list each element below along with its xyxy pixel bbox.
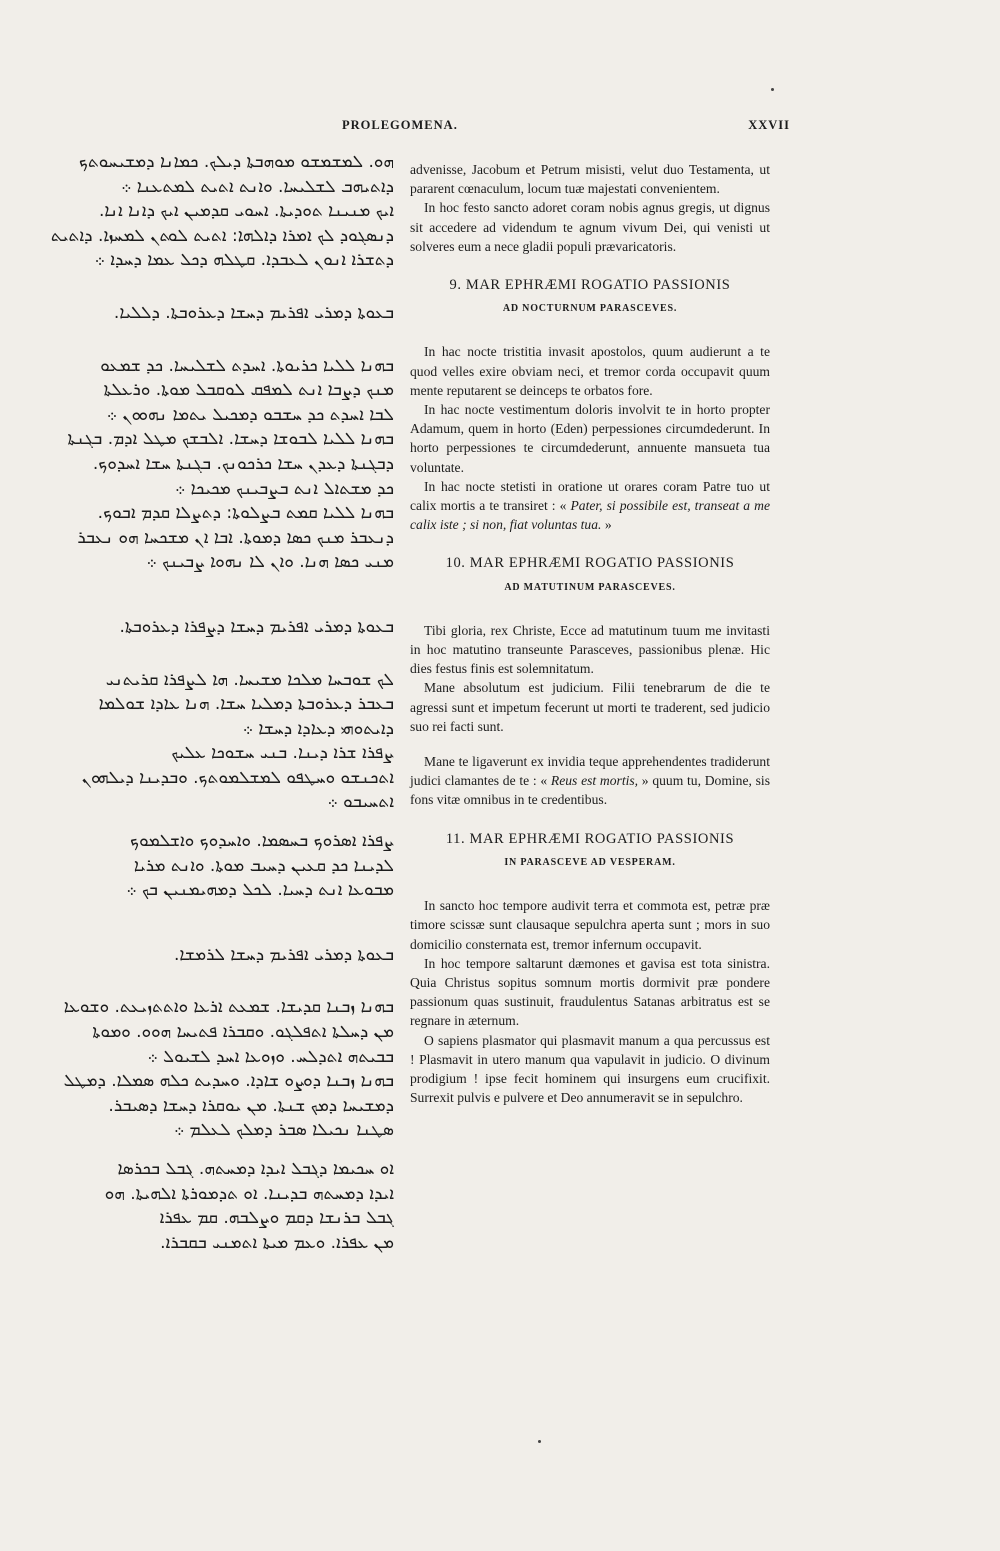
latin-paragraph: In sancto hoc tempore audivit terra et commota est, petræ præ timore scissæ sunt clausaque sepulchra aperta sunt ; mors in suo domicilio consternata est, tremor infernum occupavit.: [410, 898, 770, 952]
syriac-line: ܡܢ ܕܚܠܬܐ ܐܬܦܠܓܘ. ܘܩܒܪܐ ܦܬܝܚܐ ܗܘܘ. ܘܡܘܬܐ: [92, 1022, 394, 1043]
syriac-line: ܣܛܢܐ ܢܟܝܠܐ ܣܒܪ ܕܡܠܟ ܠܥܠܡ ܀: [173, 1120, 394, 1141]
syriac-block-1: [22, 150, 394, 273]
syriac-line: ܐܘ ܚܟܝܡܐ ܕܓܒܠ ܐܝܕܐ ܕܡܚܬܗ. ܓܒܠ ܒܟܪܣܐ: [117, 1159, 394, 1179]
running-title: PROLEGOMENA.: [342, 118, 458, 132]
syriac-line: ܐܝܟ ܡܢܝܢܐ ܬܘܕܝܬܐ. ܐܚܘܝ ܩܕܡܝܢ ܐܝܟ ܕܐܢܐ ܐܢܐ.: [98, 201, 394, 222]
syriac-line: ܕܐܬܝܗܒ ܠܫܠܝܚܐ. ܘܐܢܬ ܐܬܝܬ ܠܡܬܥܢܐ ܀: [121, 176, 394, 197]
latin-paragraph: In hoc festo sancto adoret coram nobis agnus gregis, ut dignus sit accedere ad videndum te agnum vivum Dei, qui venisti ut solveres eum a nece gladii populi prævaricatoris.: [410, 200, 770, 254]
section-title-10: 10. MAR EPHRÆMI ROGATIO PASSIONIS: [445, 555, 735, 572]
syriac-line: ܗܘ. ܠܡܫܡܫܘ ܡܘܗܒܬܐ ܕܝܠܟ. ܟܡܐܢܐ ܕܡܫܝܚܘܬܟ: [78, 152, 394, 172]
syriac-line: ܨܦܪܐ ܫܪܐ ܕܝܢܐ. ܒܢܝ ܚܫܘܟܐ ܥܠܝܟ: [171, 743, 394, 764]
print-speck: [538, 1440, 541, 1443]
syriac-line: ܕܡܫܝܚܐ ܕܡܟ ܫܢܬܐ. ܡܢ ܝܘܩܪܐ ܕܚܫܐ ܕܣܝܒܪ.: [108, 1095, 394, 1116]
page-number: XXVII: [748, 118, 790, 132]
syriac-line: ܡܒܘܥܐ ܐܢܬ ܕܚܝܐ. ܠܟܠ ܕܡܗܝܡܢܝܢ ܒܟ ܀: [126, 880, 394, 901]
latin-paragraph: In hac nocte vestimentum doloris involvit te in horto propter Adamum, quem in horto (Eden) perpessiones circumdederunt. In horto perpessiones te circumdederunt, annuente mansueta tua voluntate.: [410, 402, 770, 475]
running-head: [330, 118, 790, 138]
syriac-heading-11: ܒܥܘܬܐ ܕܡܪܝ ܐܦܪܝܡ ܕܚܫܐ ܠܪܡܫܐ.: [174, 944, 394, 965]
syriac-line: ܨܦܪܐ ܐܣܪܘܟ ܒܚܣܡܐ. ܘܐܚܕܘܟ ܘܐܫܠܡܘܟ: [129, 831, 394, 852]
section-subtitle-9: AD NOCTURNUM PARASCEVES.: [502, 303, 678, 315]
syriac-line: ܒܥܒܪ ܕܥܪܘܒܬܐ ܕܡܠܝܐ ܚܫܐ. ܗܢܐ ܥܐܕܐ ܫܘܠܡܐ: [98, 694, 394, 715]
latin-paragraph: Mane te ligaverunt ex invidia teque apprehendentes tradiderunt judici clamantes de te : « Reus est mortis, » quum tu, Domine, sis fons vitæ omnibus in te credentibus.: [410, 754, 771, 808]
syriac-line: ܕܐܝܬܘܗܝ ܕܥܐܕܐ ܕܚܫܐ ܀: [242, 718, 394, 739]
latin-paragraph: Tibi gloria, rex Christe, Ecce ad matutinum tuum me invitasti in hoc matutino transeunte Parasceves, passionibus plenæ. Hic dies festus finis est solemnitatum.: [410, 622, 770, 677]
syriac-line: ܕܬܫܪܐ ܐܢܘܢ ܠܥܒܕܐ. ܩܛܠܗ ܕܟܠ ܥܡܐ ܕܚܕܐ ܀: [94, 250, 394, 271]
syriac-line: ܒܗܢܐ ܙܒܢܐ ܩܕܝܫܐ. ܫܡܥܬ ܐܪܥܐ ܘܐܬܬܙܝܥܬ. ܘܫܘܥܐ: [63, 997, 394, 1018]
syriac-line: ܠܒܐ ܐܚܕܬ ܟܕ ܚܫܒܘ ܕܡܟܝܠ ܝܬܡܐ ܢܗܘܘܢ ܀: [106, 404, 394, 425]
syriac-line: ܠܕܝܢܐ ܟܕ ܩܥܝܢ ܕܚܝܒ ܡܘܬܐ. ܘܐܢܬ ܡܪܝܐ: [133, 855, 394, 876]
syriac-line: ܕܢܣܓܘܕ ܠܟ ܐܡܪܐ ܕܐܠܗܐ: ܐܬܝܬ ܠܘܬܢ ܠܡܚܙܐ. ܕܐܬܝܬ: [50, 225, 394, 246]
scripture-quote: Pater, si possibile est, transeat a me calix iste ; si non, fiat voluntas tua.: [410, 498, 770, 533]
syriac-line: ܟܕ ܡܫܬܐܠ ܐܢܬ ܒܨܒܝܢܟ ܡܟܝܟܐ ܀: [175, 478, 394, 499]
syriac-line: ܓܒܠ ܒܪܢܫܐ ܕܩܡ ܘܨܠܒܗ. ܩܡ ܥܦܪܐ: [159, 1208, 394, 1229]
syriac-line: ܠܟ ܫܘܒܚܐ ܡܠܟܐ ܡܫܝܚܐ. ܗܐ ܠܨܦܪܐ ܩܪܝܬܢܝ: [105, 669, 394, 690]
latin-paragraph: In hac nocte tristitia invasit apostolos, quum audierunt a te quod velles exire obviam neci, et tremor corda occupavit quum mente reputarent se deinceps te orbatos fore.: [410, 344, 770, 398]
latin-column: [410, 160, 770, 1107]
syriac-line: ܐܬܟܢܫܘ ܘܚܛܦܘ ܠܡܫܠܡܘܬܟ. ܘܒܕܝܢܐ ܕܝܠܗܘܢ: [81, 767, 394, 788]
latin-paragraph: advenisse, Jacobum et Petrum misisti, velut duo Testamenta, ut pararent cœnaculum, locum tuæ majestati convenientem.: [410, 162, 770, 197]
syriac-line: ܒܗܢܐ ܙܒܢܐ ܕܘܨܘ ܫܐܕܐ. ܘܚܕܝܬ ܟܠܗ ܣܡܠܐ. ܕܡܛܠ: [63, 1071, 394, 1092]
syriac-line: ܒܗܢܐ ܠܠܝܐ ܟܪܝܘܬܐ. ܐܚܕܬ ܠܫܠܝܚܐ. ܟܕ ܫܡܥܘ: [100, 355, 394, 376]
latin-paragraph: In hac nocte stetisti in oratione ut orares coram Patre tuo ut calix mortis a te transiret : « Pater, si possibile est, transeat a me calix iste ; si non, fiat voluntas tua. »: [410, 478, 770, 533]
section-subtitle-10: AD MATUTINUM PARASCEVES.: [504, 581, 676, 593]
print-speck: [771, 88, 774, 91]
syriac-block-4: [22, 995, 394, 1255]
section-title-11: 11. MAR EPHRÆMI ROGATIO PASSIONIS: [445, 830, 735, 847]
section-title-9: 9. MAR EPHRÆMI ROGATIO PASSIONIS: [449, 277, 731, 294]
syriac-line: ܐܬܚܝܒܘ ܀: [327, 792, 394, 813]
syriac-line: ܕܢܥܒܪ ܡܢܟ ܟܣܐ ܕܡܘܬܐ. ܐܒܐ ܐܢ ܡܫܟܚܐ ܗܘ ܢܥܒܪ: [77, 527, 394, 548]
syriac-block-3: [22, 668, 394, 903]
latin-paragraph: In hoc tempore saltarunt dæmones et gavisa est tota sinistra. Quia Christus sopitus somnum mortis dormivit præ pondere passionum quas sustinuit, fraudulentus Satanas arbitratus est se regnare in æternum.: [410, 955, 770, 1029]
quote: Reus est mortis,: [550, 773, 639, 789]
syriac-line: ܡܢ ܥܦܪܐ. ܘܥܡ ܡܝܬܐ ܐܬܡܢܝ ܒܩܒܪܐ.: [160, 1232, 394, 1253]
latin-paragraph: Mane absolutum est judicium. Filii tenebrarum de die te agressi sunt et impetum fecerunt ut morti te traderent, sed judicio suo rei facti sunt.: [410, 680, 770, 734]
syriac-line: ܒܒܝܬܗ ܐܬܕܠܚ. ܘܙܘܥܐ ܐܚܕ ܠܫܝܘܠ ܀: [147, 1046, 394, 1067]
syriac-line: ܡܢܟ ܕܨܒܐ ܐܢܬ ܠܡܦܩ ܠܘܩܒܠ ܡܘܬܐ. ܘܪܥܠܬܐ: [103, 380, 394, 401]
syriac-heading-9: ܒܥܘܬܐ ܕܡܪܝ ܐܦܪܝܡ ܕܚܫܐ ܕܥܪܘܒܬܐ. ܕܠܠܝܐ.: [113, 302, 394, 323]
syriac-line: ܒܗܢܐ ܠܠܝܐ ܩܡܬ ܒܨܠܘܬܐ: ܕܬܨܠܐ ܩܕܡ ܐܒܘܟ.: [97, 503, 394, 524]
section-subtitle-11: IN PARASCEVE AD VESPERAM.: [504, 856, 676, 868]
syriac-line: ܐܝܕܐ ܕܡܚܬܗ ܒܕܝܢܐ. ܐܘ ܬܕܡܘܪܬܐ ܐܠܗܝܬܐ. ܗܘ: [104, 1183, 394, 1204]
latin-paragraph: O sapiens plasmator qui plasmavit manum a qua percussus est ! Plasmavit in utero manum qua vapulavit in judicio. O divinum prodigium ! ipse fecit hominem qui insurgens eum crucifixit. Surrexit pulvis e pulvere et Deo annumeravit se in sepulchro.: [410, 1032, 770, 1106]
syriac-block-2: [22, 354, 394, 575]
syriac-line: ܒܗܢܐ ܠܠܝܐ ܠܒܘܫܐ ܕܚܫܐ. ܐܠܒܫܟ ܡܛܠ ܐܕܡ. ܒܓܢܬܐ: [67, 429, 394, 450]
syriac-heading-10: ܒܥܘܬܐ ܕܡܪܝ ܐܦܪܝܡ ܕܚܫܐ ܕܨܦܪܐ ܕܥܪܘܒܬܐ.: [119, 616, 394, 637]
syriac-column: [22, 150, 394, 1255]
syriac-line: ܡܢܝ ܟܣܐ ܗܢܐ. ܘܐܢ ܠܐ ܢܗܘܐ ܨܒܝܢܟ ܀: [146, 552, 394, 573]
syriac-line: ܕܒܓܢܬܐ ܕܥܕܢ ܚܫܐ ܟܪܟܘܢܟ. ܒܓܢܬܐ ܚܫܐ ܐܚܕܘܟ.: [92, 453, 394, 474]
